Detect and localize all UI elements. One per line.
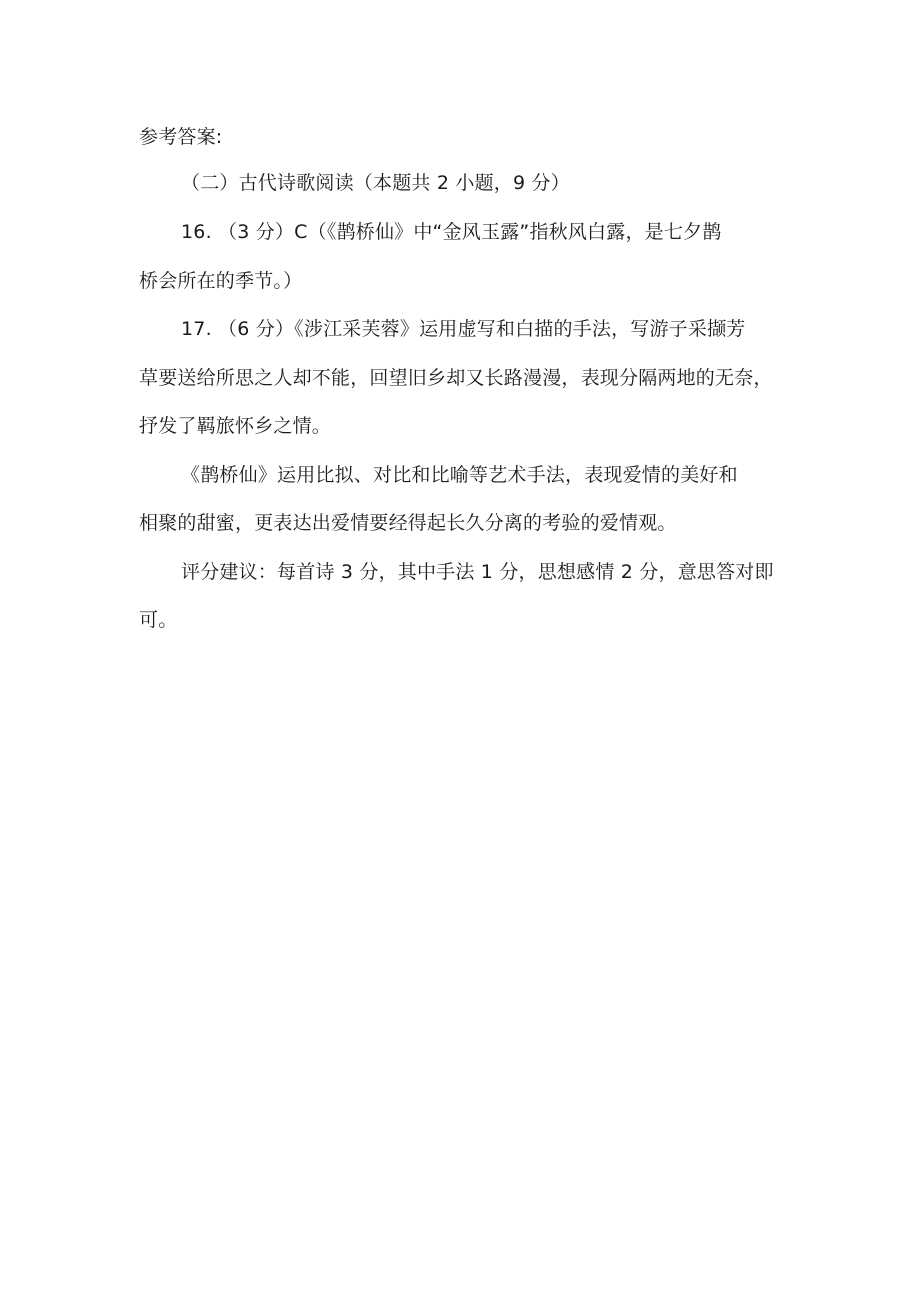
question-17-answer-line-2: 草要送给所思之人却不能，回望旧乡却又长路漫漫，表现分隔两地的无奈， xyxy=(139,367,773,389)
question-16-answer-line-1: 16. （3 分）C（《鹊桥仙》中“金风玉露”指秋风白露，是七夕鹊 xyxy=(181,221,722,243)
question-16-answer-line-2: 桥会所在的季节。） xyxy=(139,270,303,292)
section-title: （二）古代诗歌阅读（本题共 2 小题，9 分） xyxy=(181,172,570,194)
question-17-answer-line-1: 17. （6 分）《涉江采芙蓉》运用虚写和白描的手法，写游子采撷芳 xyxy=(181,318,746,340)
question-17-answer-line-3: 抒发了羁旅怀乡之情。 xyxy=(139,415,332,437)
grading-note-line-1: 评分建议：每首诗 3 分，其中手法 1 分，思想感情 2 分，意思答对即 xyxy=(181,561,774,583)
question-17-answer-line-4: 《鹊桥仙》运用比拟、对比和比喻等艺术手法，表现爱情的美好和 xyxy=(181,464,738,486)
grading-note-line-2: 可。 xyxy=(139,609,178,631)
question-17-answer-line-5: 相聚的甜蜜，更表达出爱情要经得起长久分离的考验的爱情观。 xyxy=(139,512,677,534)
answer-heading: 参考答案: xyxy=(139,126,223,148)
